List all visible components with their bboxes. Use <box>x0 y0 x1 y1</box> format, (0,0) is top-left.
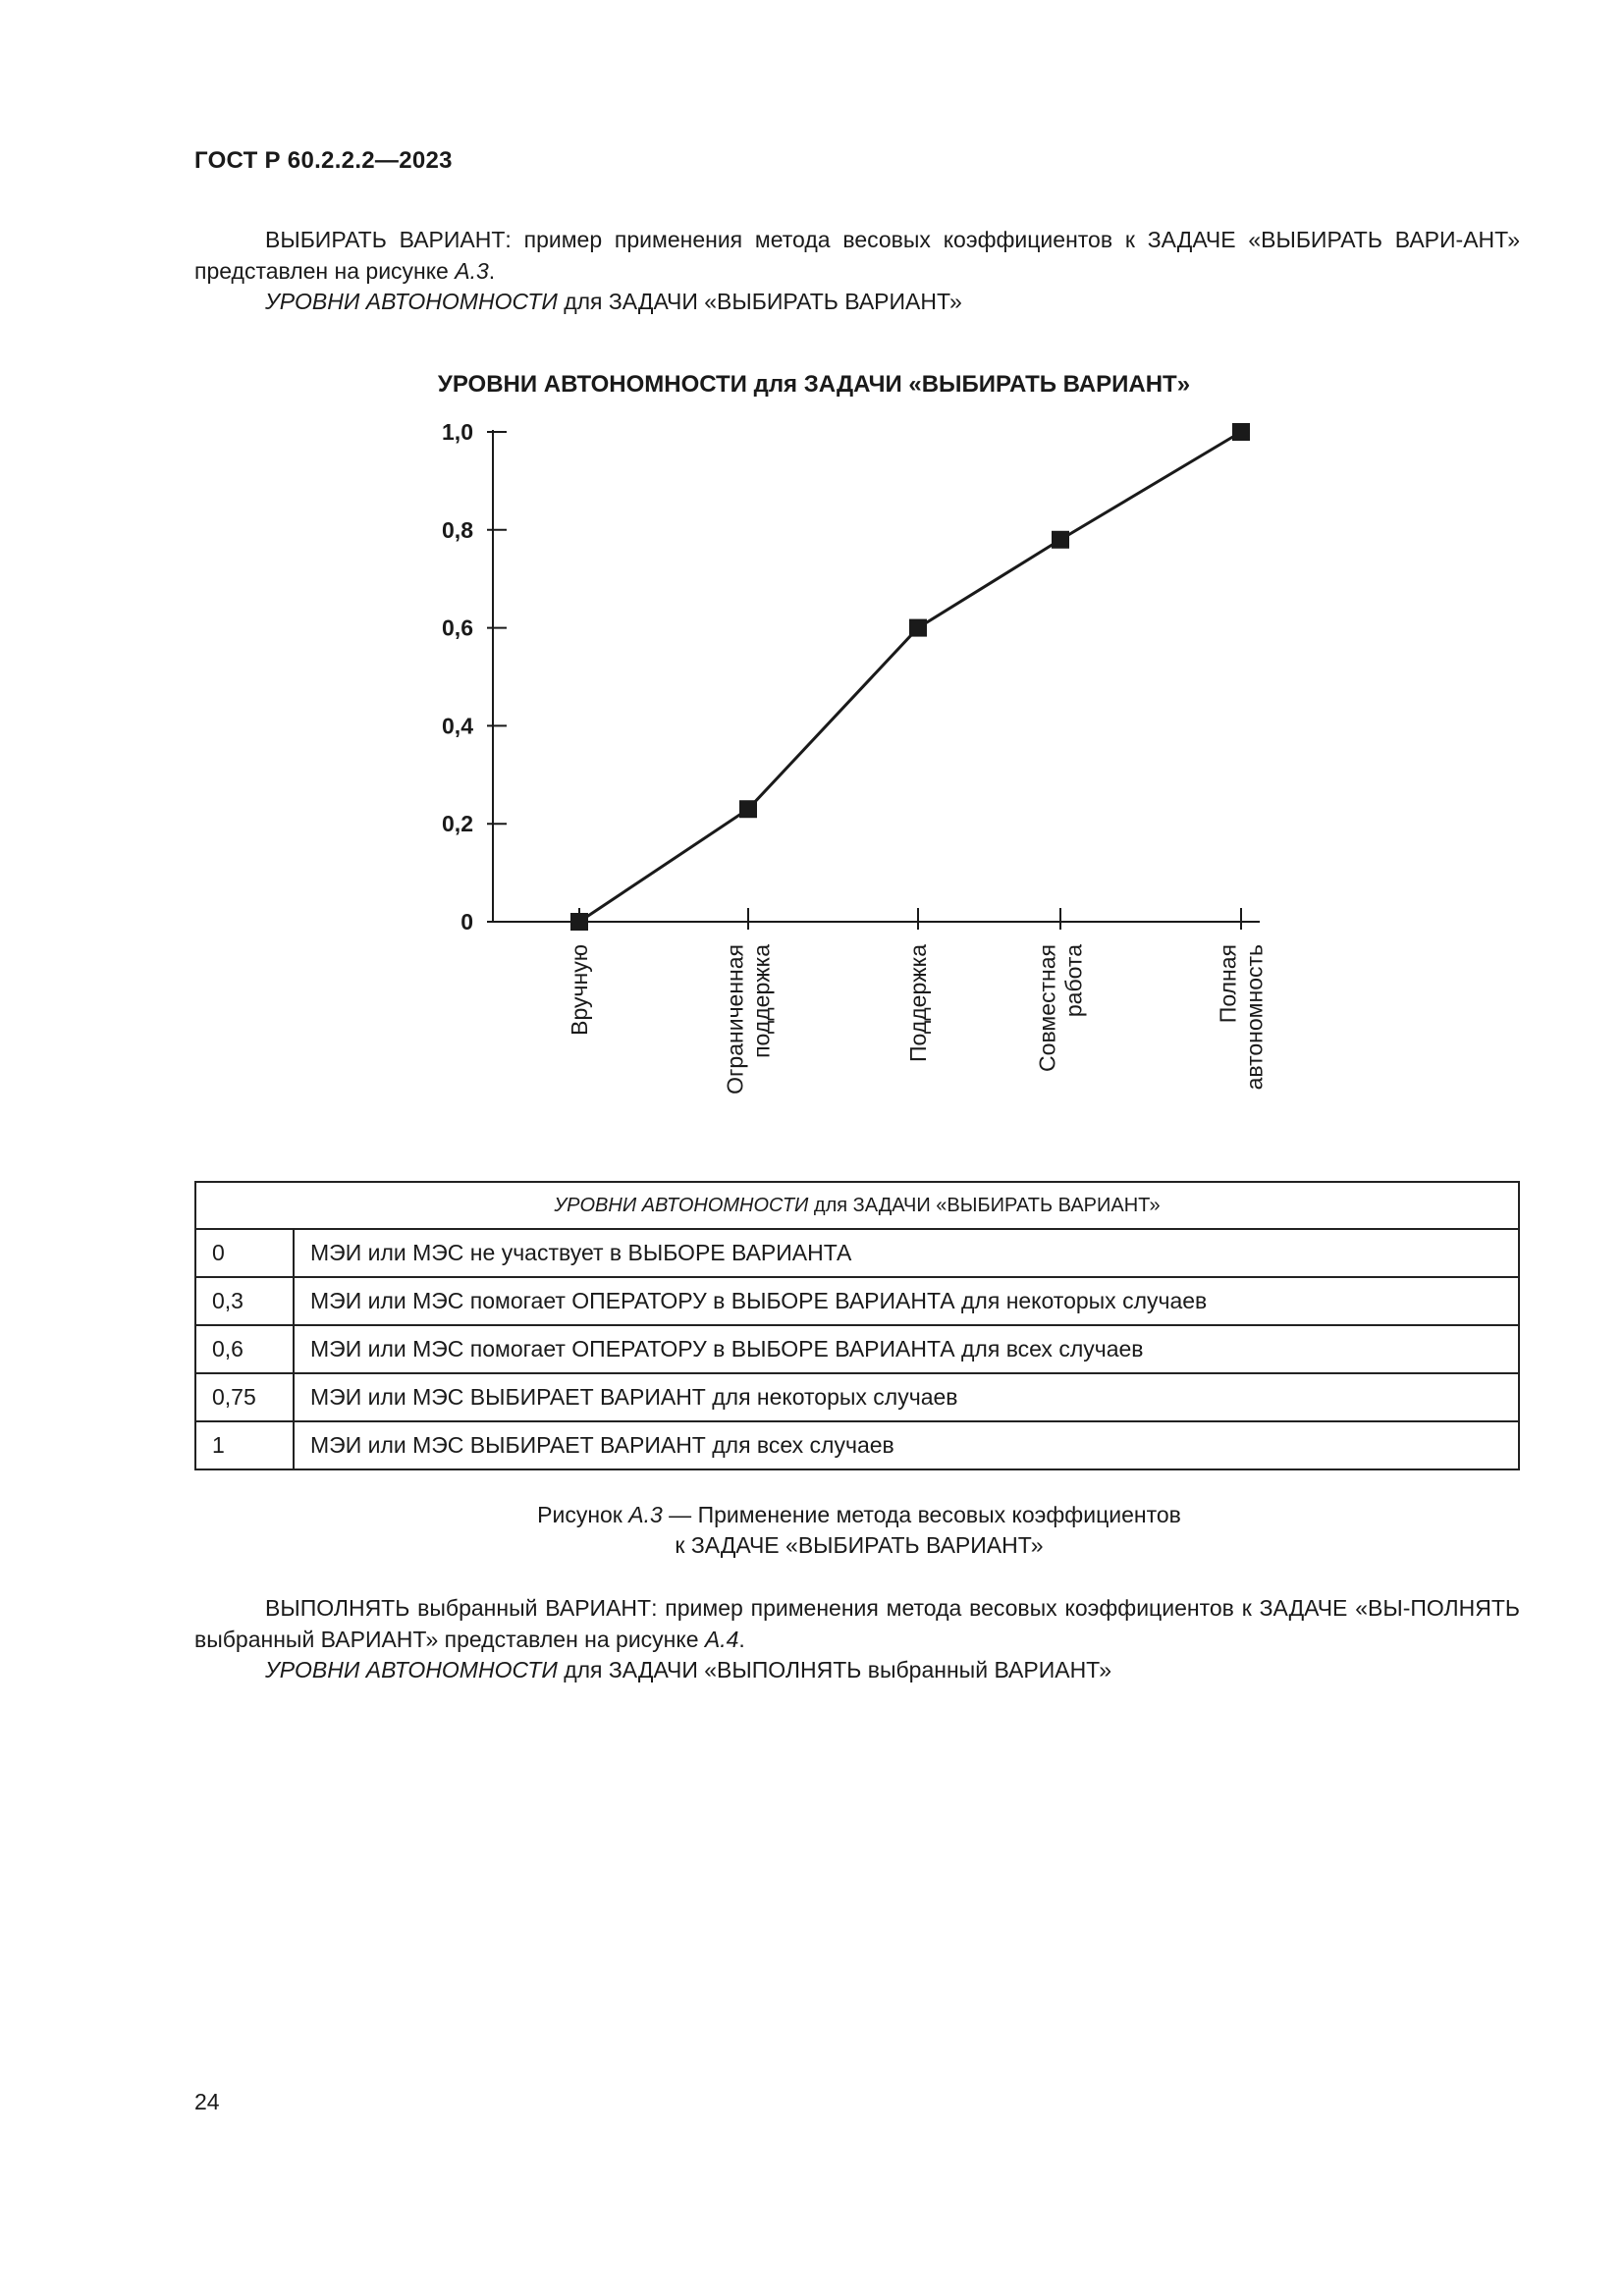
figure-caption <box>196 1500 1522 1561</box>
data-point-marker <box>1052 531 1069 549</box>
document-header: ГОСТ Р 60.2.2.2—2023 <box>194 147 453 174</box>
level-value: 1 <box>195 1421 294 1469</box>
table-row <box>195 1373 1519 1421</box>
autonomy-levels-intro-2 <box>265 1657 1111 1683</box>
table-header-row <box>195 1182 1519 1229</box>
x-tick-label: работа <box>1060 944 1087 1018</box>
paragraph-choose-variant: ВЫБИРАТЬ ВАРИАНТ: пример применения метода весовых коэффициентов к ЗАДАЧЕ «ВЫБИРАТЬ ВАРИ-АНТ» представлен на рисунке А.3. <box>194 227 1520 284</box>
level-description: МЭИ или МЭС не участвует в ВЫБОРЕ ВАРИАНТА <box>294 1229 1519 1277</box>
y-tick-label: 0,2 <box>442 811 473 837</box>
figure-reference: А.4 <box>704 1627 739 1652</box>
figure-reference: А.3 <box>455 258 489 284</box>
level-description: МЭИ или МЭС ВЫБИРАЕТ ВАРИАНТ для всех случаев <box>294 1421 1519 1469</box>
page-number: 24 <box>194 2089 220 2114</box>
chart-title: УРОВНИ АВТОНОМНОСТИ для ЗАДАЧИ «ВЫБИРАТЬ ВАРИАНТ» <box>437 371 1191 398</box>
x-tick-label: Совместная <box>1034 944 1060 1072</box>
y-tick-label: 0,6 <box>442 614 473 641</box>
y-tick-label: 0,4 <box>442 713 473 739</box>
level-description: МЭИ или МЭС помогает ОПЕРАТОРУ в ВЫБОРЕ ВАРИАНТА для всех случаев <box>294 1325 1519 1373</box>
level-value: 0,75 <box>195 1373 294 1421</box>
x-tick-label: Вручную <box>567 944 592 1036</box>
autonomy-line-chart <box>0 0 1624 1129</box>
caption-line-1: Рисунок А.3 — Применение метода весовых коэффициентов <box>537 1502 1181 1527</box>
y-tick-label: 1,0 <box>442 419 473 445</box>
series-line <box>579 432 1241 922</box>
y-tick-label: 0 <box>460 909 473 934</box>
intro-italic: УРОВНИ АВТОНОМНОСТИ <box>265 1657 558 1682</box>
x-tick-label: Ограниченная <box>722 944 748 1095</box>
data-point-marker <box>570 913 588 931</box>
level-value: 0,3 <box>195 1277 294 1325</box>
level-description: МЭИ или МЭС помогает ОПЕРАТОРУ в ВЫБОРЕ ВАРИАНТА для некоторых случаев <box>294 1277 1519 1325</box>
x-tick-label: Поддержка <box>905 944 931 1062</box>
paragraph-text: ВЫПОЛНЯТЬ выбранный ВАРИАНТ: пример применения метода весовых коэффициентов к ЗАДАЧЕ «ВЫ-ПОЛНЯТЬ выбранный ВАРИАНТ» представлен на рисунке <box>194 1595 1520 1652</box>
paragraph-text: ВЫБИРАТЬ ВАРИАНТ: пример применения метода весовых коэффициентов к ЗАДАЧЕ «ВЫБИРАТЬ ВАРИ-АНТ» представлен на рисунке <box>194 227 1520 284</box>
intro-rest: для ЗАДАЧИ «ВЫБИРАТЬ ВАРИАНТ» <box>557 289 962 314</box>
data-point-marker <box>1232 423 1250 441</box>
x-tick-label: поддержка <box>748 944 775 1058</box>
table-row <box>195 1229 1519 1277</box>
table-row <box>195 1325 1519 1373</box>
table-row <box>195 1421 1519 1469</box>
level-description: МЭИ или МЭС ВЫБИРАЕТ ВАРИАНТ для некоторых случаев <box>294 1373 1519 1421</box>
autonomy-levels-table <box>194 1181 1520 1470</box>
data-point-marker <box>909 619 927 637</box>
paragraph-execute-variant: ВЫПОЛНЯТЬ выбранный ВАРИАНТ: пример применения метода весовых коэффициентов к ЗАДАЧЕ «ВЫ-ПОЛНЯТЬ выбранный ВАРИАНТ» представлен на рисунке А.4. <box>194 1595 1520 1652</box>
y-tick-label: 0,8 <box>442 516 473 543</box>
table-row <box>195 1277 1519 1325</box>
x-tick-label: Полная <box>1215 944 1241 1024</box>
intro-rest: для ЗАДАЧИ «ВЫПОЛНЯТЬ выбранный ВАРИАНТ» <box>557 1657 1112 1682</box>
x-tick-label: автономность <box>1241 944 1268 1091</box>
data-point-marker <box>739 800 757 818</box>
table-header: УРОВНИ АВТОНОМНОСТИ для ЗАДАЧИ «ВЫБИРАТЬ ВАРИАНТ» <box>195 1182 1519 1229</box>
level-value: 0,6 <box>195 1325 294 1373</box>
caption-line-2: к ЗАДАЧЕ «ВЫБИРАТЬ ВАРИАНТ» <box>675 1532 1044 1558</box>
intro-italic: УРОВНИ АВТОНОМНОСТИ <box>265 289 558 314</box>
level-value: 0 <box>195 1229 294 1277</box>
